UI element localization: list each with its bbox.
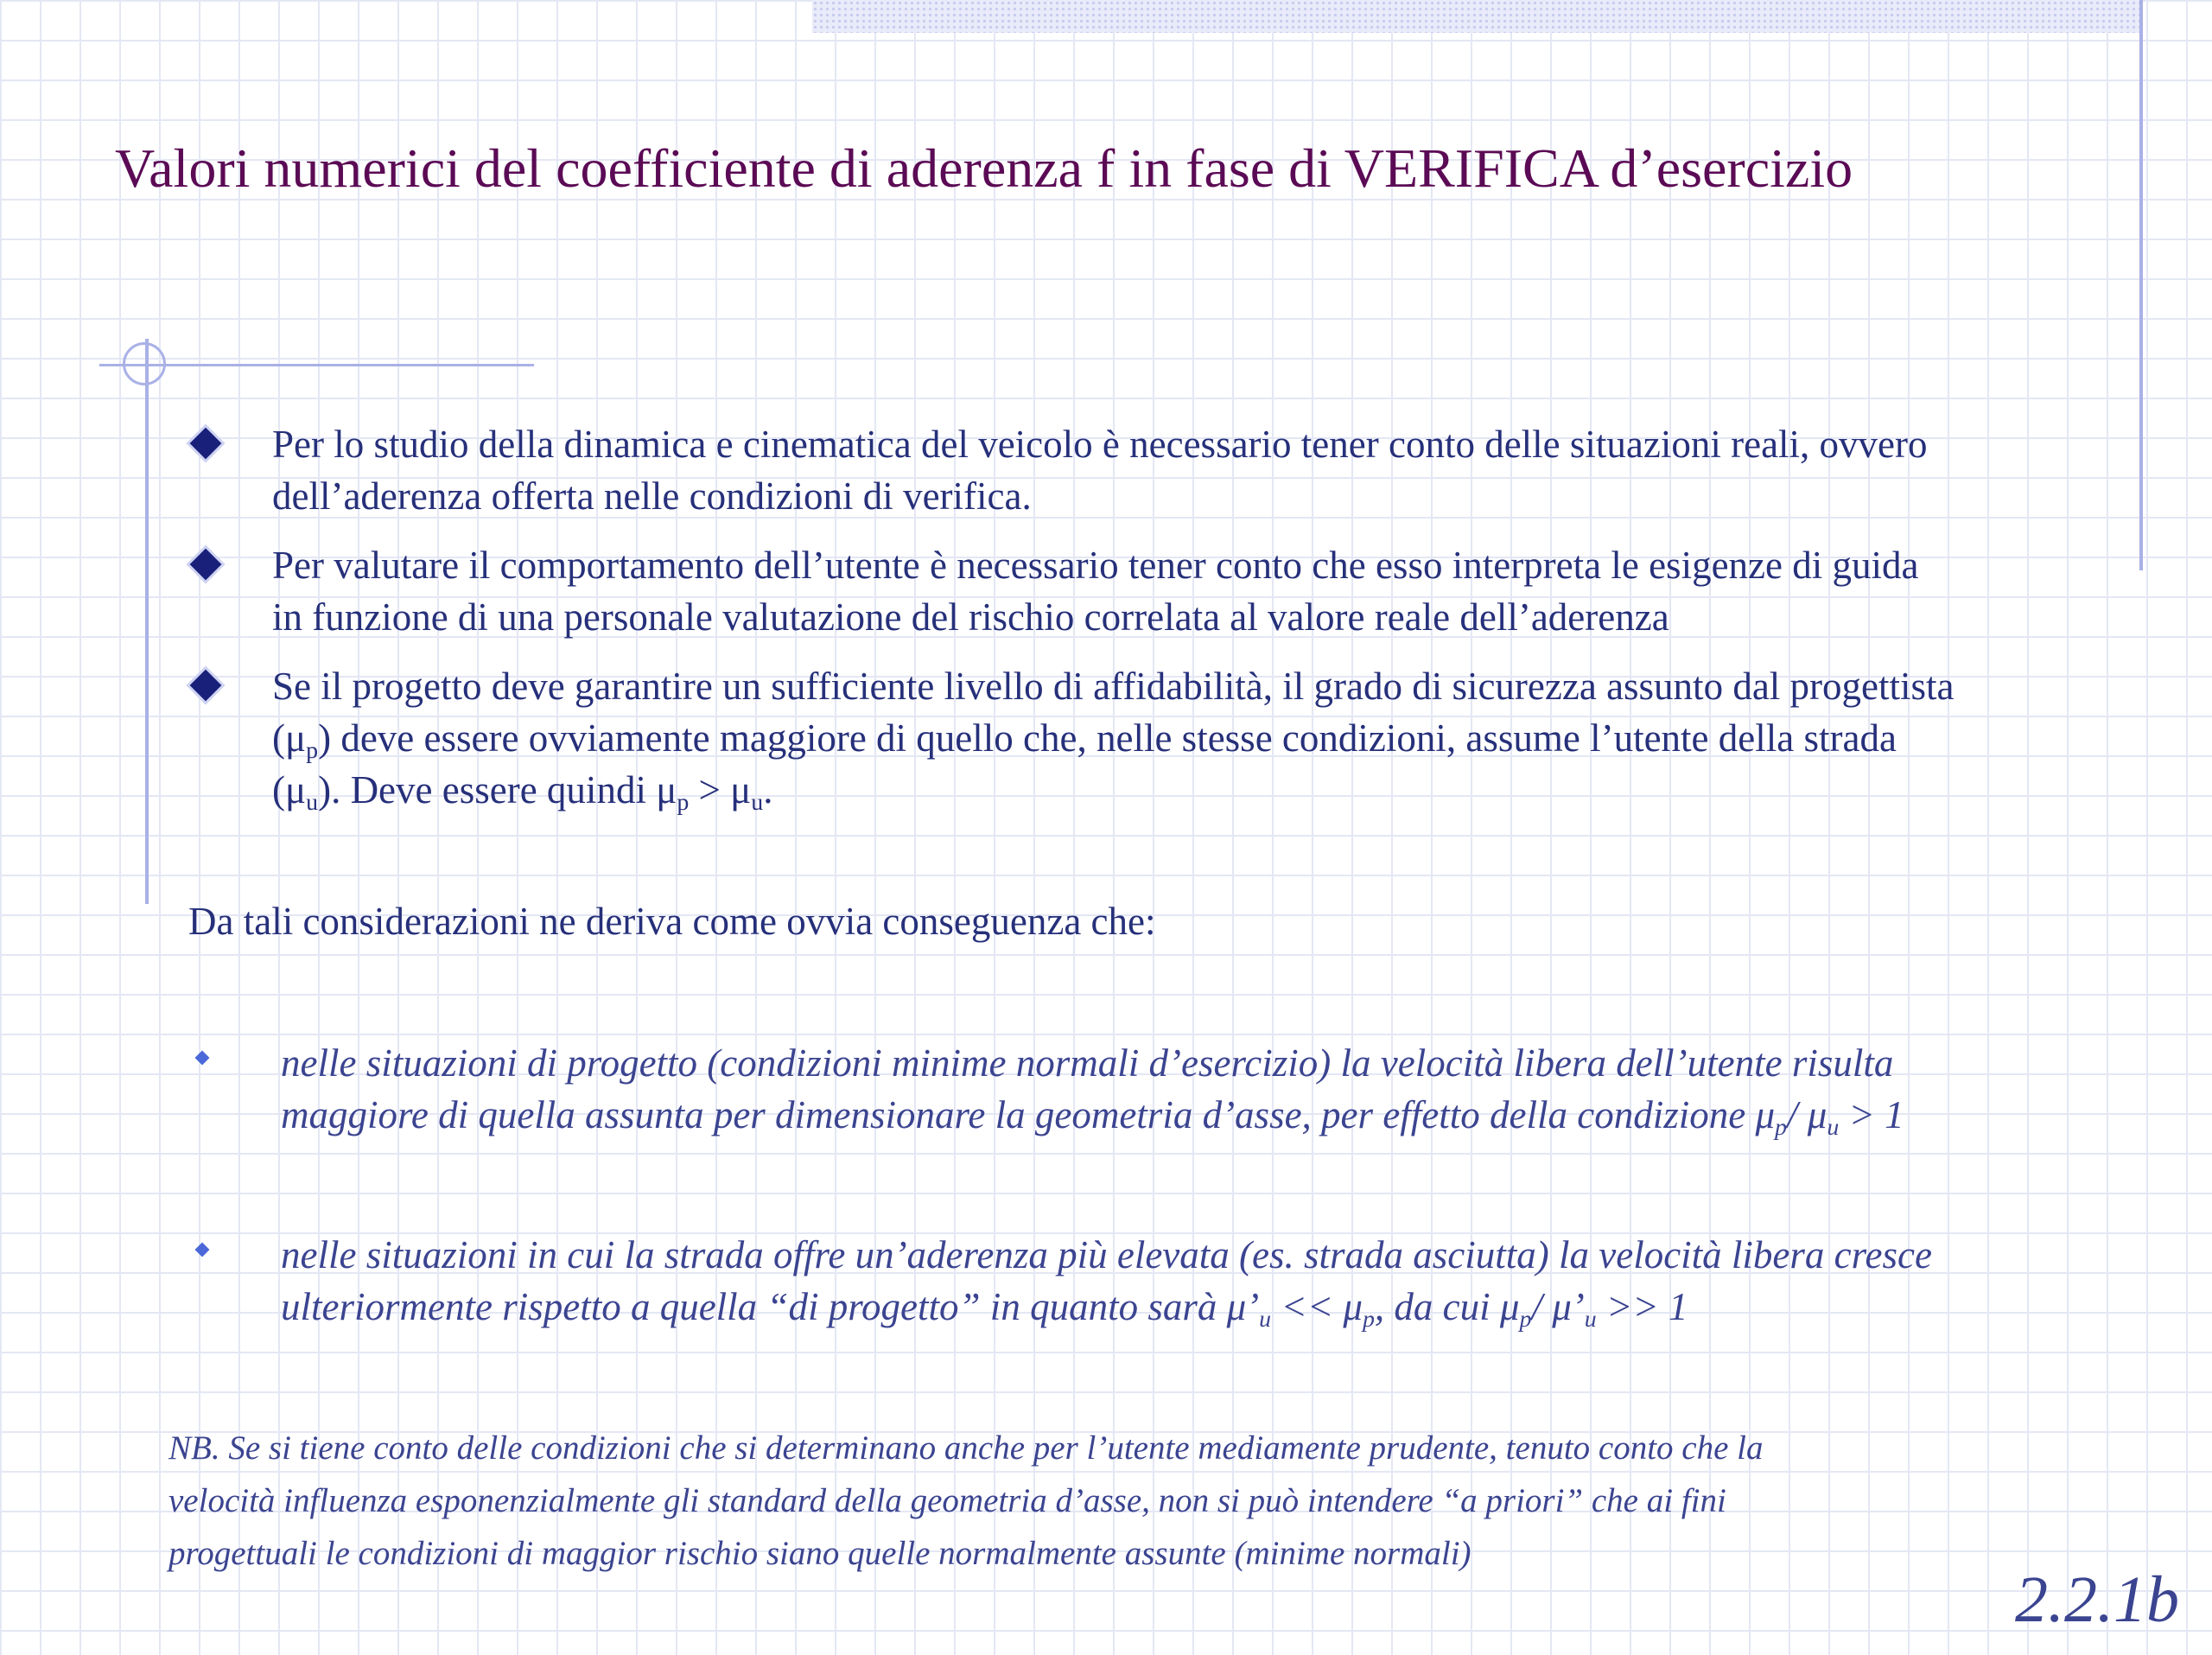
text-fragment: ulteriormente rispetto a quella “di progetto” in quanto sarà μ’ bbox=[281, 1285, 1260, 1328]
slide-title: Valori numerici del coefficiente di aderenza f in fase di VERIFICA d’esercizio bbox=[115, 137, 1853, 199]
bullet-item bbox=[272, 418, 2152, 522]
text-fragment: , da cui μ bbox=[1374, 1285, 1520, 1328]
small-diamond-bullet-icon bbox=[195, 1051, 210, 1066]
subscript: u bbox=[1259, 1305, 1272, 1333]
nb-note bbox=[168, 1422, 2026, 1580]
text-fragment: . bbox=[763, 768, 773, 812]
subscript: u bbox=[751, 788, 764, 816]
decorative-left-rule bbox=[145, 339, 149, 904]
text-fragment: ). Deve essere quindi μ bbox=[318, 768, 677, 812]
bullet-line: Se il progetto deve garantire un sufficiente livello di affidabilità, il grado di sicurezza assunto dal progettista bbox=[272, 665, 1955, 708]
italic-bullet-item bbox=[281, 1037, 2164, 1141]
small-diamond-bullet-icon bbox=[195, 1243, 210, 1257]
diamond-bullet-icon bbox=[190, 670, 222, 702]
subscript: p bbox=[306, 736, 319, 764]
bullet-item bbox=[272, 660, 2152, 816]
nb-line: velocità influenza esponenzialmente gli standard della geometria d’asse, non si può intendere “a priori” che ai fini bbox=[168, 1482, 1726, 1519]
italic-bullet-line bbox=[281, 1089, 2164, 1141]
decorative-crosshair-circle bbox=[123, 342, 166, 385]
bullet-line bbox=[272, 764, 2152, 816]
text-fragment: (μ bbox=[272, 716, 307, 760]
bullet-item bbox=[272, 539, 2152, 643]
italic-bullet-line: nelle situazioni in cui la strada offre un’aderenza più elevata (es. strada asciutta) la velocità libera cresce bbox=[281, 1233, 1932, 1276]
text-fragment: > μ bbox=[689, 768, 752, 812]
nb-line: NB. Se si tiene conto delle condizioni che si determinano anche per l’utente mediamente prudente, tenuto conto che la bbox=[168, 1429, 1764, 1467]
bullet-line bbox=[272, 712, 2152, 764]
text-fragment: >> 1 bbox=[1596, 1285, 1688, 1328]
bullet-line: Per valutare il comportamento dell’utente è necessario tener conto che esso interpreta le esigenze di guida bbox=[272, 544, 1919, 587]
subscript: p bbox=[1519, 1305, 1532, 1333]
diamond-bullet-icon bbox=[190, 549, 222, 581]
text-fragment: > 1 bbox=[1839, 1093, 1904, 1136]
subscript: p bbox=[1362, 1305, 1375, 1333]
bullet-line: dell’aderenza offerta nelle condizioni di verifica. bbox=[272, 474, 1032, 518]
text-fragment: / μ’ bbox=[1531, 1285, 1585, 1328]
subscript: p bbox=[677, 788, 690, 816]
text-fragment: / μ bbox=[1786, 1093, 1827, 1136]
text-fragment: maggiore di quella assunta per dimensionare la geometria d’asse, per effetto della condizione μ bbox=[281, 1093, 1776, 1136]
subscript: u bbox=[1827, 1113, 1840, 1141]
subscript: u bbox=[1584, 1305, 1597, 1333]
subscript: u bbox=[306, 788, 319, 816]
diamond-bullet-icon bbox=[190, 428, 222, 460]
decorative-dotted-band bbox=[812, 0, 2143, 33]
italic-bullet-line bbox=[281, 1281, 2164, 1333]
slide-number: 2.2.1b bbox=[2015, 1563, 2179, 1636]
text-fragment: ) deve essere ovviamente maggiore di quello che, nelle stesse condizioni, assume l’utente della strada bbox=[318, 716, 1897, 760]
text-fragment: (μ bbox=[272, 768, 307, 812]
italic-bullet-line: nelle situazioni di progetto (condizioni minime normali d’esercizio) la velocità libera dell’utente risulta bbox=[281, 1041, 1894, 1085]
nb-line: progettuali le condizioni di maggior rischio siano quelle normalmente assunte (minime normali) bbox=[168, 1535, 1471, 1572]
bullet-line: Per lo studio della dinamica e cinematica del veicolo è necessario tener conto delle situazioni reali, ovvero bbox=[272, 423, 1928, 466]
consequence-statement: Da tali considerazioni ne deriva come ovvia conseguenza che: bbox=[188, 900, 1156, 943]
text-fragment: << μ bbox=[1271, 1285, 1363, 1328]
bullet-line: in funzione di una personale valutazione del rischio correlata al valore reale dell’aderenza bbox=[272, 595, 1669, 639]
subscript: p bbox=[1775, 1113, 1787, 1141]
italic-bullet-item bbox=[281, 1229, 2164, 1333]
